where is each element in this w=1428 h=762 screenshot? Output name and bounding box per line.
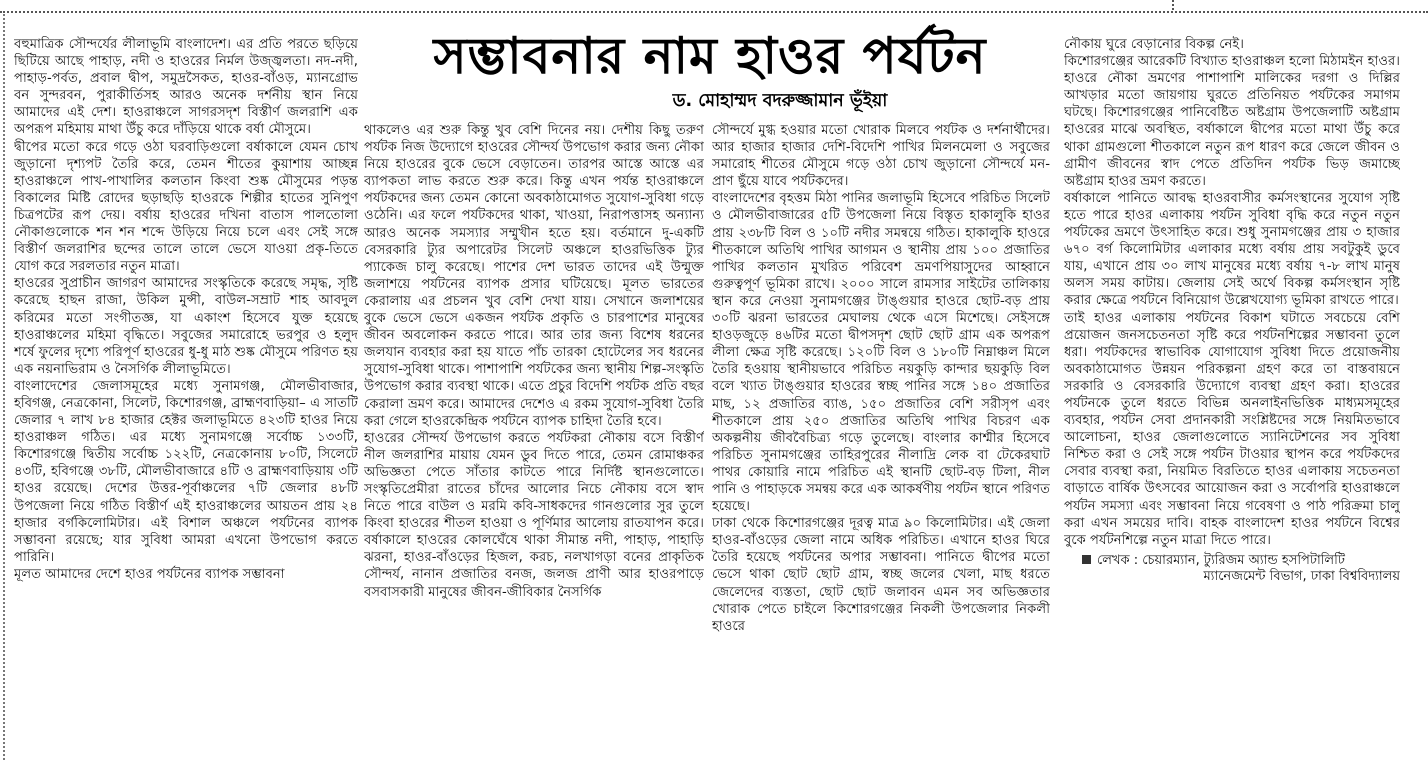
left-dotted-rule — [3, 14, 5, 760]
article-column-1 — [14, 36, 358, 756]
article-column-4 — [1064, 36, 1400, 756]
paragraph: মূলত আমাদের দেশে হাওর পর্যটনের ব্যাপক সম্ভাবনা — [14, 566, 285, 582]
author-note — [1064, 553, 1400, 586]
paragraph: নৌকায় ঘুরে বেড়ানোর বিকল্প নেই। — [1064, 37, 1245, 52]
paragraph: তাই হাওর এলাকায় পর্যটনের বিকাশ ঘটাতে সবচেয়ে বেশি প্রয়োজন জনসচেতনতা সৃষ্টি করে পর্যটনশিল্পের সম্ভাবনা তুলে ধরা। পর্যটকদের স্বাভাবিক যোগাযোগ সুবিধা দিতে প্রয়োজনীয় অবকাঠামোগত উন্নয়ন পরিকল্পনা গ্রহণ করে তা বাস্তবায়নে সরকারি ও বেসরকারি উদ্যোগে ব্যবস্থা গ্রহণ করা। হাওরের পর্যটনকে তুলে ধরতে বিভিন্ন অনলাইনভিত্তিক মাধ্যমসমূহের ব্যবহার, পর্যটন সেবা প্রদানকারী সংশ্লিষ্টদের সঙ্গে নিয়মিতভাবে আলোচনা, হাওর জেলাগুলোতে স্যানিটেশনের সব সুবিধা নিশ্চিত করা ও সেই সঙ্গে পর্যটন টাওয়ার স্থাপন করে পর্যটকদের সেবার ব্যবস্থা করা, নিয়মিত বিরতিতে হাওর এলাকায় সচেতনতা বাড়াতে বার্ষিক উৎসবের আয়োজন করা ও সর্বোপরি হাওরাঞ্চলে পর্যটন সমস্যা এবং সম্ভাবনা নিয়ে গবেষণা ও পাঠ পরিক্রমা চালু করা এখন সময়ের দাবি। বাহক বাংলাদেশ হাওর পর্যটনে বিশ্বের বুকে পর্যটনশিল্পে নতুন মাত্রা দিতে পারে। — [1064, 310, 1400, 548]
paragraph: বাংলাদেশের জেলাসমূহের মধ্যে সুনামগঞ্জ, মৌলভীবাজার, হবিগঞ্জ, নেত্রকোনা, সিলেট, কিশোরগঞ্জ, ব্রাহ্মণবাড়িয়া– এ সাতটি জেলার ৭ লাখ ৮৪ হাজার হেক্টর জলাভূমিতে ৪২৩টি হাওর নিয়ে হাওরাঞ্চল গঠিত। এর মধ্যে সুনামগঞ্জে সর্বোচ্চ ১৩৩টি, কিশোরগঞ্জে দ্বিতীয় সর্বোচ্চ ১২২টি, নেত্রকোনায় ৮০টি, সিলেটে ৪৩টি, হবিগঞ্জে ৩৮টি, মৌলভীবাজারে ৪টি ও ব্রাহ্মণবাড়িয়ায় ৩টি হাওর রয়েছে। দেশের উত্তর-পূর্বাঞ্চলের ৭টি জেলার ৪৮টি উপজেলা নিয়ে গঠিত বিস্তীর্ণ এই হাওরাঞ্চলের আয়তন প্রায় ২৪ হাজার বর্গকিলোমিটার। এই বিশাল অঞ্চলে পর্যটনের ব্যাপক সম্ভাবনা রয়েছে; যার সুবিধা আমরা এখনো উপভোগ করতে পারিনি। — [14, 378, 358, 565]
paragraph: কিশোরগঞ্জের আরেকটি বিখ্যাত হাওরাঞ্চল হলো মিঠামইন হাওর। হাওরে নৌকা ভ্রমণের পাশাপাশি মালিকের দরগা ও দিল্লির আখড়ার মতো জায়গায় ঘুরতে প্রতিনিয়ত পর্যটকের সমাগম ঘটছে। কিশোরগঞ্জের পানিবেষ্টিত অষ্টগ্রাম উপজেলাটি অষ্টগ্রাম হাওরের মাঝে অবস্থিত, বর্ষাকালে দ্বীপের মতো মাথা উঁচু করে থাকা গ্রামগুলো শীতকালে নতুন রূপ ধারণ করে জেলে জীবন ও গ্রামীণ জীবনের স্বাদ পেতে প্রতিদিন পর্যটক ভিড় জমাচ্ছে অষ্টগ্রাম হাওর ভ্রমণ করতে। — [1064, 54, 1400, 189]
author-note-line2: ম্যানেজমেন্ট বিভাগ, ঢাকা বিশ্ববিদ্যালয় — [1203, 569, 1400, 585]
paragraph: বর্ষাকালে পানিতে আবদ্ধ হাওরবাসীর কর্মসংস্থানের সুযোগ সৃষ্টি হতে পারে হাওর এলাকায় পর্যটন সুবিধা বৃদ্ধি করে নতুন নতুন পর্যটকের ভ্রমণে উৎসাহিত করে। শুধু সুনামগঞ্জের প্রায় ৩ হাজার ৬৭০ বর্গ কিলোমিটার এলাকার মধ্যে বর্ষায় প্রায় সবটুকুই ডুবে যায়, এখানে প্রায় ৩০ লাখ মানুষের মধ্যে বর্ষায় ৭-৮ লাখ মানুষ অলস সময় কাটায়। জেলায় সেই অর্থে বিকল্প কর্মসংস্থান সৃষ্টি করার ক্ষেত্রে পর্যটনে বিনিয়োগ উল্লেখযোগ্য ভূমিকা রাখতে পারে। — [1064, 190, 1400, 309]
paragraph: ঢাকা থেকে কিশোরগঞ্জের দূরত্ব মাত্র ৯০ কিলোমিটার। এই জেলা হাওর-বাঁওড়ের জেলা নামে অধিক পরিচিত। এখানে হাওর ঘিরে তৈরি হয়েছে পর্যটনের অপার সম্ভাবনা। পানিতে দ্বীপের মতো ভেসে থাকা ছোট ছোট গ্রাম, স্বচ্ছ জলের খেলা, মাছ ধরতে জেলেদের ব্যস্ততা, ছোট ছোট জলাবন এমন সব অভিজ্ঞতার খোরাক পেতে চাইলে কিশোরগঞ্জের নিকলী উপজেলার নিকলী হাওরে — [712, 516, 1050, 634]
top-dotted-rule — [0, 11, 1428, 13]
square-bullet-icon — [1082, 555, 1091, 564]
paragraph: হাওরের সুপ্রাচীন জাগরণ আমাদের সংস্কৃতিকে করেছে সমৃদ্ধ, সৃষ্টি করেছে হাছন রাজা, উকিল মুন্সী, বাউল-সম্রাট শাহ আবদুল করিমের মতো সংগীতজ্ঞ, যা একাংশ হিসেবে যুক্ত হয়েছে হাওরাঞ্চলের মহিমা বৃদ্ধিতে। সবুজের সমারোহে ভরপুর ও হলুদ শর্ষে ফুলের দৃশ্যে পরিপূর্ণ হাওরের ধু-ধু মাঠ শুষ্ক মৌসুমে পরিণত হয় এক নয়নাভিরাম ও নৈসর্গিক লীলাভূমিতে। — [14, 276, 358, 377]
article-byline: ড. মোহাম্মদ বদরুজ্জামান ভূঁইয়া — [672, 91, 888, 111]
top-column-separator — [1172, 0, 1174, 10]
paragraph: দ্বীপের মতো করে গড়ে ওঠা ঘরবাড়িগুলো বর্ষাকালে যেমন চোখ জুড়ানো দৃশ্যপট তৈরি করে, তেমন শীতের কুয়াশায় আচ্ছন্ন হাওরাঞ্চলে পাখ-পাখালির কলতান কিংবা শুষ্ক মৌসুমের পড়ন্ত বিকালের মিষ্টি রোদের ছড়াছড়ি হাওরকে শিল্পীর হাতের সুনিপুণ চিত্রপটের রূপ দেয়। বর্ষায় হাওরের দখিনা বাতাস পালতোলা নৌকাগুলোকে শন শন শব্দে উড়িয়ে নিয়ে চলে এবং সেই সঙ্গে বিস্তীর্ণ জলরাশির ছন্দের তালে তালে ভেসে যাওয়া প্রকৃ-তিতে যোগ করে সরলতার নতুন মাত্রা। — [14, 139, 358, 275]
paragraph: বাংলাদেশের বৃহত্তম মিঠা পানির জলাভূমি হিসেবে পরিচিত সিলেট ও মৌলভীবাজারের ৫টি উপজেলা নিয়ে বিস্তৃত হাকালুকি হাওর প্রায় ২৩৮টি বিল ও ১০টি নদীর সমন্বয়ে গঠিত। হাকালুকি হাওরে শীতকালে অতিথি পাখির আগমন ও স্থানীয় প্রায় ১০০ প্রজাতির পাখির কলতান মুখরিত পরিবেশ ভ্রমণপিয়াসুদের আহ্বানে গুরুত্বপূর্ণ ভূমিকা রাখে। ২০০০ সালে রামসার সাইটের তালিকায় স্থান করে নেওয়া সুনামগঞ্জের টাঙ্গুয়ার হাওরে ছোট-বড় প্রায় ৩০টি ঝরনা ভারতের মেঘালয় থেকে এসে মিশেছে। সেইসঙ্গে হাওড়জুড়ে ৪৬টির মতো দ্বীপসদৃশ ছোট ছোট গ্রাম এক অপরূপ লীলা ক্ষেত্র সৃষ্টি করেছে। ১২০টি বিল ও ১৮০টি নিম্নাঞ্চল মিলে তৈরি হওয়ায় স্থানীয়ভাবে পরিচিত নয়কুড়ি কান্দার ছয়কুড়ি বিল বলে খ্যাত টাঙ্গুয়ার হাওরের স্বচ্ছ পানির সঙ্গে ১৪০ প্রজাতির মাছ, ১২ প্রজাতির ব্যাঙ, ১৫০ প্রজাতির বেশি সরীসৃপ এবং শীতকালে প্রায় ২৫০ প্রজাতির অতিথি পাখির বিচরণ এক অকল্পনীয় জীববৈচিত্র্য গড়ে তুলেছে। বাংলার কাশ্মীর হিসেবে পরিচিত সুনামগঞ্জের তাহিরপুরের নীলাদ্রি লেক বা টেকেরঘাট পাথর কোয়ারি নামে পরিচিত এই স্থানটি ছোট-বড় টিলা, নীল পানি ও পাহাড়কে সমন্বয় করে এক আকর্ষণীয় পর্যটন স্থানে পরিণত হয়েছে। — [712, 191, 1050, 515]
paragraph: বহুমাত্রিক সৌন্দর্যের লীলাভূমি বাংলাদেশ। এর প্রতি পরতে ছড়িয়ে ছিটিয়ে আছে পাহাড়, নদী ও হাওরের নির্মল উজ্জ্বলতা। নদ-নদী, পাহাড়-পর্বত, প্রবাল দ্বীপ, সমুদ্রসৈকত, হাওর-বাঁওড়, ম্যানগ্রোভ বন সুন্দরবন, পুরাকীর্তিসহ আরও অনেক দর্শনীয় স্থান নিয়ে আমাদের এই দেশ। হাওরাঞ্চলে সাগরসদৃশ বিস্তীর্ণ জলরাশি এক অপরূপ মহিমায় মাথা উঁচু করে দাঁড়িয়ে থাকে বর্ষা মৌসুমে। — [14, 37, 358, 138]
paragraph: থাকলেও এর শুরু কিন্তু খুব বেশি দিনের নয়। দেশীয় কিছু তরুণ পর্যটক নিজ উদ্যোগে হাওরের সৌন্দর্য উপভোগ করার জন্য নৌকা নিয়ে হাওরের বুকে ভেসে বেড়াতেন। তারপর আস্তে আস্তে এর ব্যাপকতা লাভ করতে শুরু করে। কিন্তু এখন পর্যন্ত হাওরাঞ্চলে পর্যটকদের জন্য তেমন কোনো অবকাঠামোগত সুযোগ-সুবিধা গড়ে ওঠেনি। এর ফলে পর্যটকদের থাকা, খাওয়া, নিরাপত্তাসহ অন্যান্য আরও অনেক সমস্যার সম্মুখীন হতে হয়। বর্তমানে দু-একটি বেসরকারি ট্যুর অপারেটর সিলেট অঞ্চলে হাওরভিত্তিক ট্যুর প্যাকেজ চালু করেছে। পাশের দেশ ভারত তাদের এই উন্মুক্ত জলাশয়ে পর্যটনের ব্যাপক প্রসার ঘটিয়েছে। মূলত ভারতের কেরালায় এর প্রচলন খুব বেশি দেখা যায়। সেখানে জলাশয়ের বুকে ভেসে ভেসে একজন পর্যটক প্রকৃতি ও চারপাশের মানুষের জীবন অবলোকন করতে পারে। আর তার জন্য বিশেষ ধরনের জলযান ব্যবহার করা হয় যাতে পাঁচ তারকা হোটেলের সব ধরনের সুযোগ-সুবিধা থাকে। পাশাপাশি পর্যটকের জন্য স্থানীয় শিল্প-সংস্কৃতি উপভোগ করার ব্যবস্থা থাকে। এতে প্রচুর বিদেশি পর্যটক প্রতি বছর কেরালা ভ্রমণ করে। আমাদের দেশেও এ রকম সুযোগ-সুবিধা তৈরি করা গেলে হাওরকেন্দ্রিক পর্যটনে ব্যাপক চাহিদা তৈরি হবে। — [364, 123, 704, 429]
article-headline: সম্ভাবনার নাম হাওর পর্যটন — [433, 27, 987, 85]
article-column-2 — [364, 122, 704, 758]
paragraph: হাওরের সৌন্দর্য উপভোগ করতে পর্যটকরা নৌকায় বসে বিস্তীর্ণ নীল জলরাশির মায়ায় যেমন ডুব দিতে পারে, তেমন রোমাঞ্চকর অভিজ্ঞতা পেতে সাঁতার কাটতে পারে নির্দিষ্ট স্থানগুলোতে। সংস্কৃতিপ্রেমীরা রাতের চাঁদের আলোর নিচে নৌকায় বসে স্বাদ নিতে পারে বাউল ও মরমি কবি-সাধকদের গানগুলোর সুর তুলে কিংবা হাওরের শীতল হাওয়া ও পূর্ণিমার আলোয় রাতযাপন করে। বর্ষাকালে হাওরের কোলঘেঁষে থাকা সীমান্ত নদী, পাহাড়, পাহাড়ি ঝরনা, হাওর-বাঁওড়ের হিজল, করচ, নলখাগড়া বনের প্রাকৃতিক সৌন্দর্য, নানান প্রজাতির বনজ, জলজ প্রাণী আর হাওরপাড়ে বসবাসকারী মানুষের জীবন-জীবিকার নৈসর্গিক — [364, 430, 704, 600]
author-note-line1: লেখক : চেয়ারম্যান, ট্যুরিজম অ্যান্ড হসপিটালিটি — [1097, 552, 1345, 568]
article-column-3 — [712, 122, 1050, 758]
paragraph: সৌন্দর্যে মুগ্ধ হওয়ার মতো খোরাক মিলবে পর্যটক ও দর্শনার্থীদের। আর হাজার হাজার দেশি-বিদেশি পাখির মিলনমেলা ও সবুজের সমারোহ শীতের মৌসুমে গড়ে ওঠা চোখ জুড়ানো সৌন্দর্যে মন-প্রাণ ছুঁয়ে যাবে পর্যটকদের। — [712, 123, 1050, 190]
